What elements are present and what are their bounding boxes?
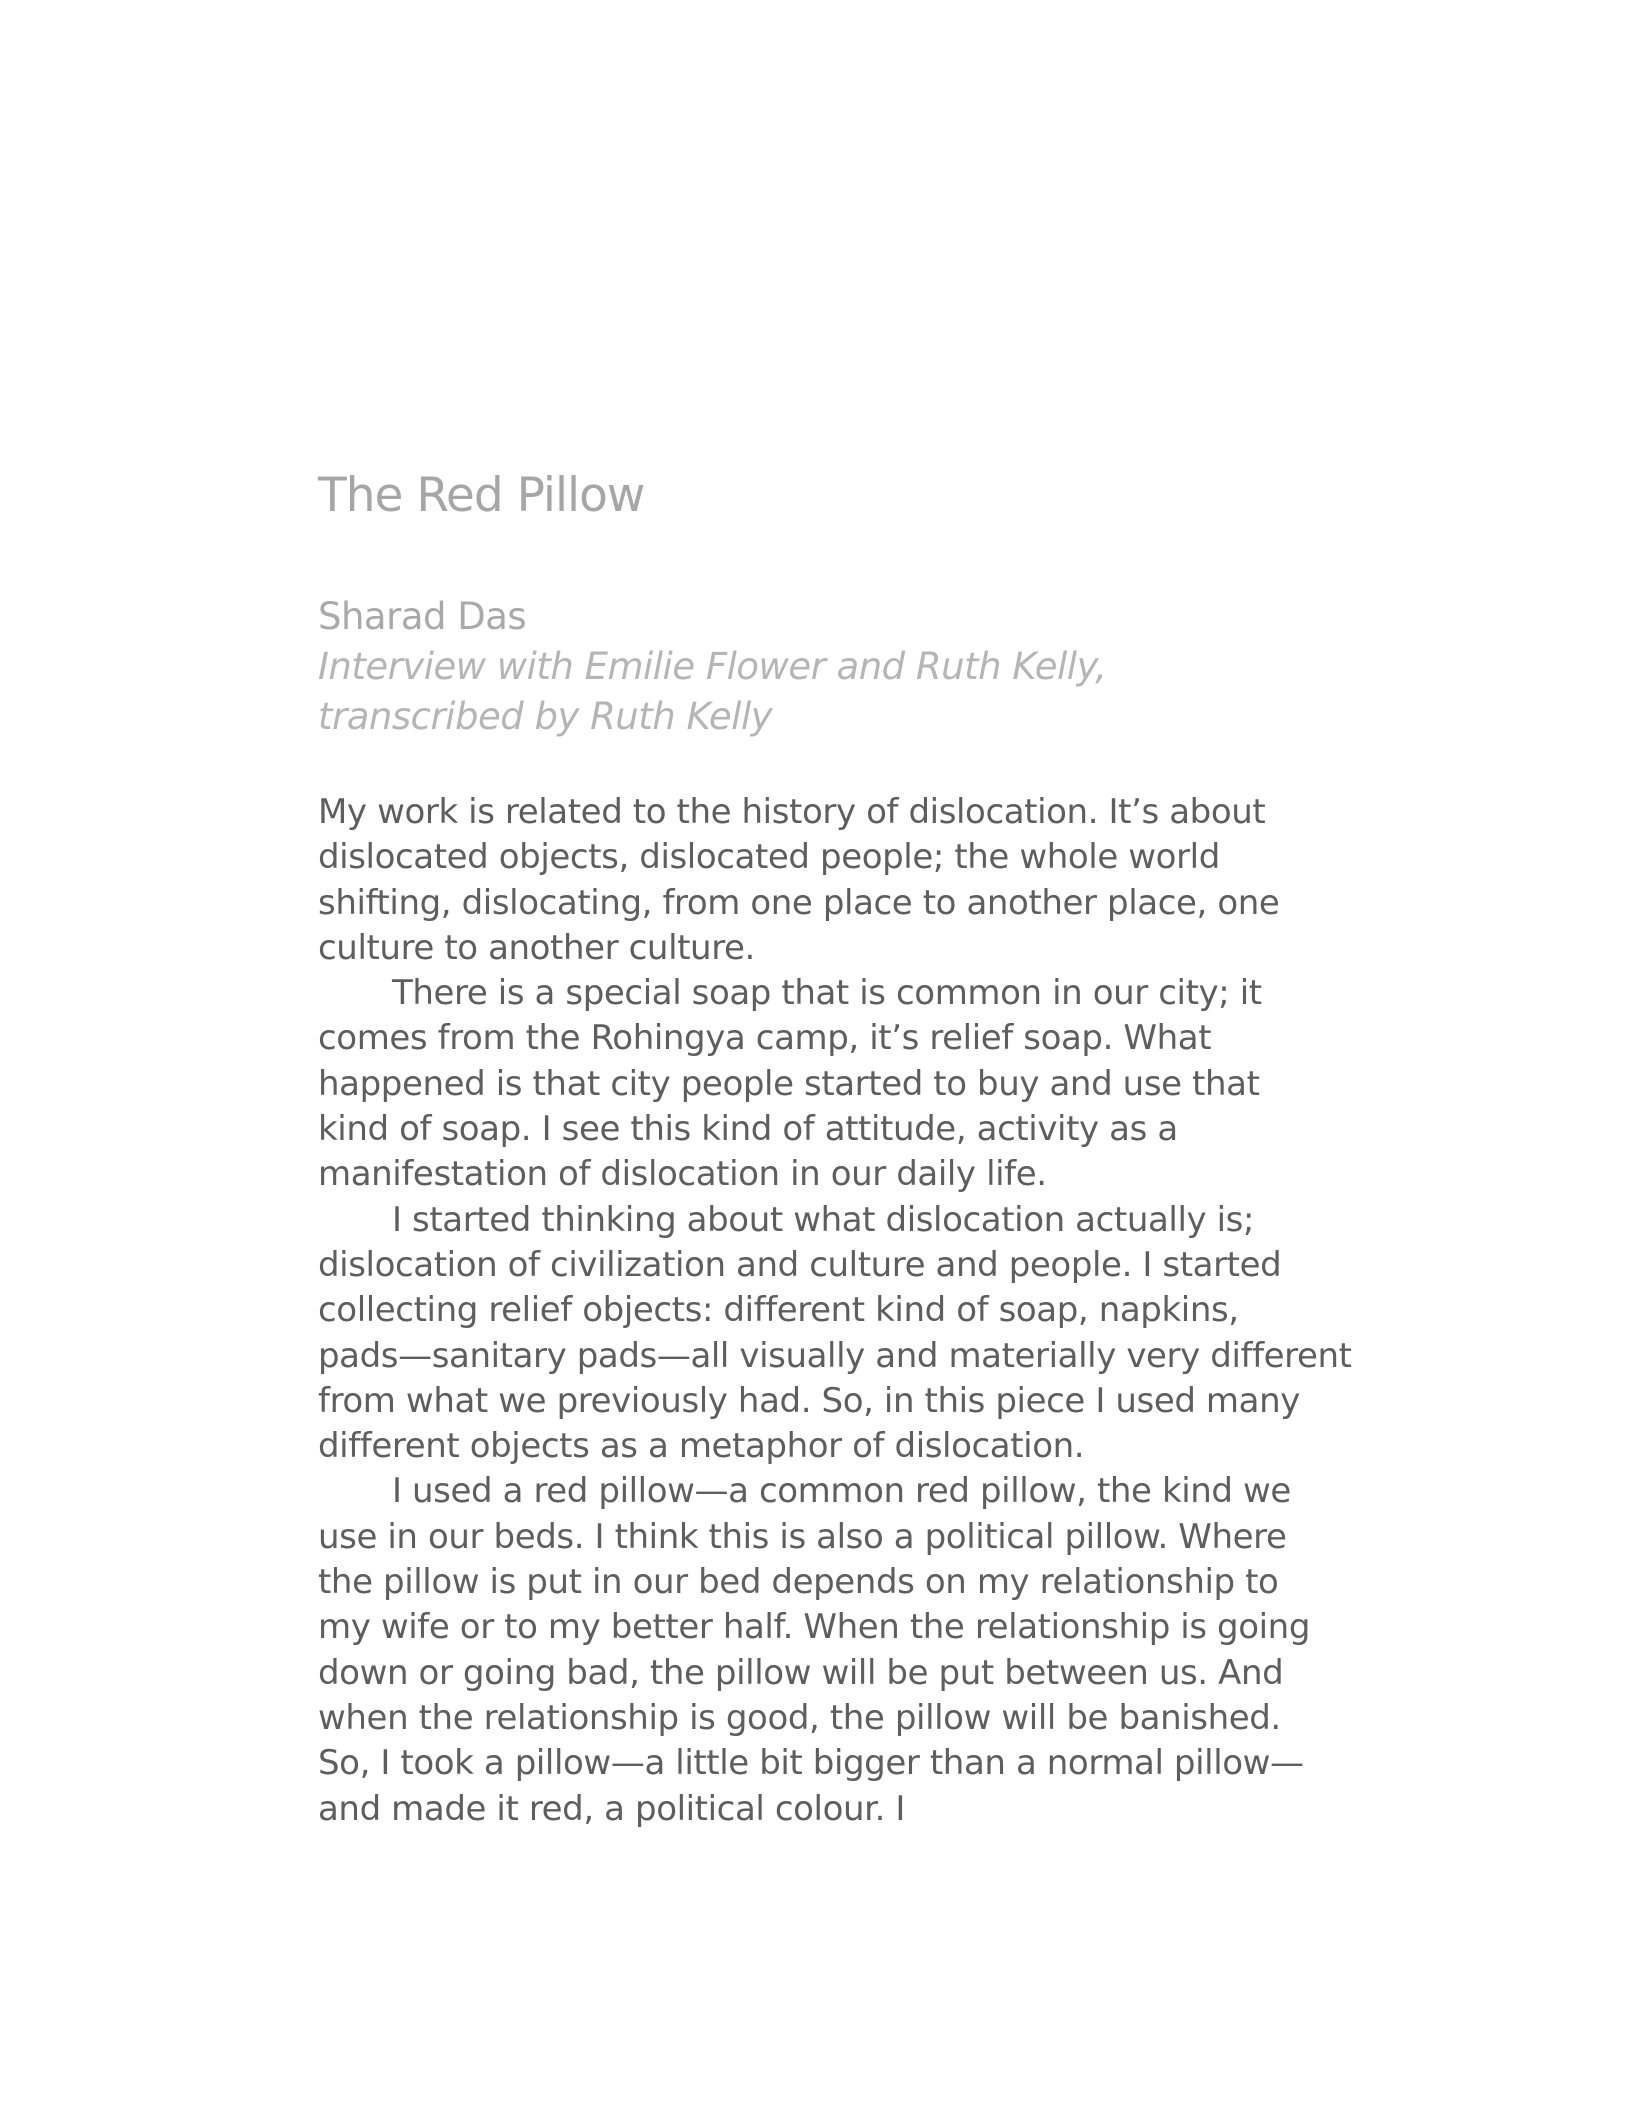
body-line: the pillow is put in our bed depends on my relationship to [318, 1562, 1279, 1603]
body-line: from what we previously had. So, in this piece I used many [318, 1380, 1300, 1421]
interview-credit-line-2: transcribed by Ruth Kelly [318, 695, 773, 738]
body-line: culture to another culture. [318, 927, 755, 968]
body-line: different objects as a metaphor of dislocation. [318, 1426, 1085, 1467]
body-line: I started thinking about what dislocation actually is; [392, 1199, 1255, 1240]
body-line: my wife or to my better half. When the relationship is going [318, 1607, 1311, 1648]
author-name: Sharad Das [318, 595, 527, 638]
body-line: So, I took a pillow—a little bit bigger than a normal pillow— [318, 1743, 1304, 1784]
body-line: manifestation of dislocation in our daily life. [318, 1154, 1047, 1195]
body-line: when the relationship is good, the pillow will be banished. [318, 1697, 1281, 1738]
interview-credit-line-1: Interview with Emilie Flower and Ruth Kelly, [318, 645, 1107, 688]
body-line: My work is related to the history of dislocation. It’s about [318, 792, 1266, 832]
body-line: pads—sanitary pads—all visually and materially very different [318, 1335, 1352, 1376]
body-line: dislocation of civilization and culture and people. I started [318, 1244, 1282, 1285]
body-line: shifting, dislocating, from one place to another place, one [318, 882, 1280, 923]
byline [318, 592, 1106, 742]
body-line: down or going bad, the pillow will be put between us. And [318, 1652, 1284, 1693]
document-title: The Red Pillow [318, 468, 645, 523]
body-text [318, 790, 1352, 1832]
body-line: collecting relief objects: different kind of soap, napkins, [318, 1290, 1239, 1331]
body-line: happened is that city people started to buy and use that [318, 1063, 1260, 1104]
body-line: and made it red, a political colour. I [318, 1788, 906, 1829]
body-line: I used a red pillow—a common red pillow, the kind we [392, 1471, 1291, 1512]
body-line: kind of soap. I see this kind of attitude, activity as a [318, 1109, 1178, 1150]
body-line: dislocated objects, dislocated people; the whole world [318, 837, 1220, 878]
body-line: There is a special soap that is common in our city; it [392, 973, 1262, 1014]
body-line: comes from the Rohingya camp, it’s relief soap. What [318, 1018, 1212, 1059]
body-line: use in our beds. I think this is also a political pillow. Where [318, 1516, 1287, 1557]
